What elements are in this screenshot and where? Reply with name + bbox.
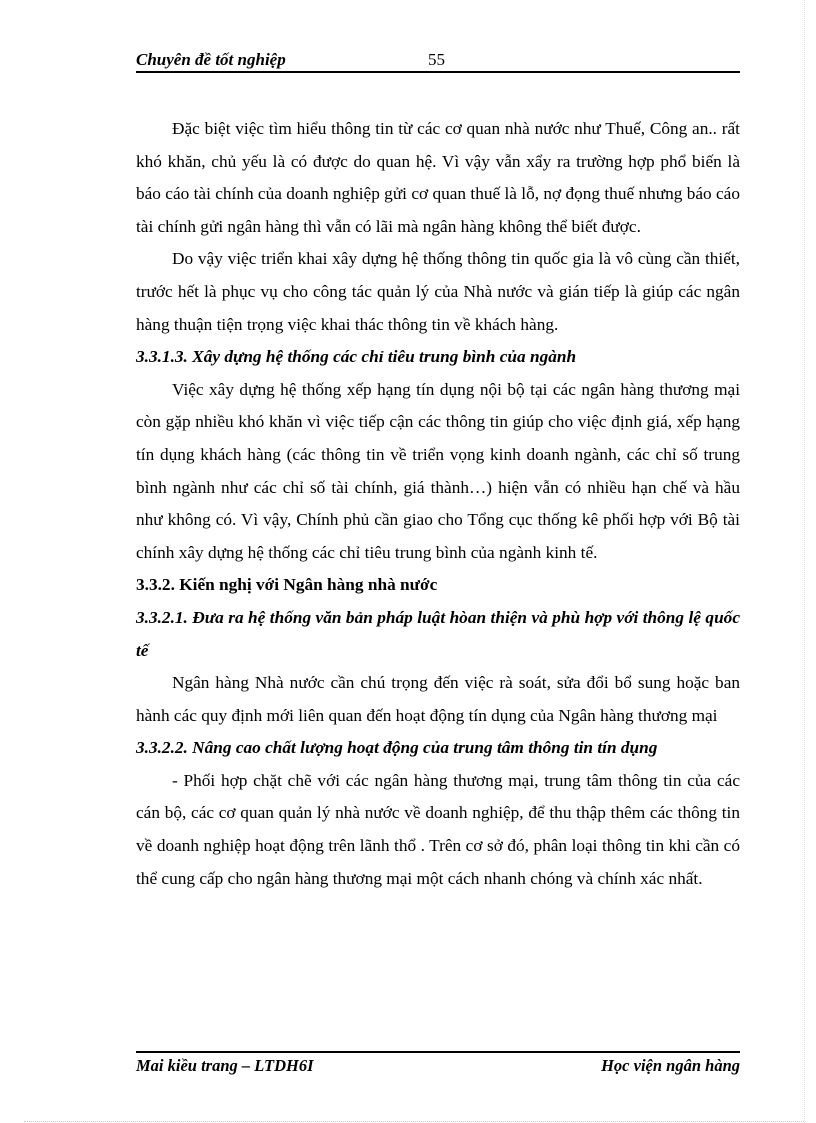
paragraph-1: Đặc biệt việc tìm hiểu thông tin từ các cơ quan nhà nước như Thuế, Công an.. rất khó khăn, chủ yếu là có được do quan hệ. Vì vậy vẫn xẩy ra trường hợp phổ biến là báo cáo tài chính của doanh nghiệp gửi cơ quan thuế là lỗ, nợ đọng thuế nhưng báo cáo tài chính gửi ngân hàng thì vẫn có lãi mà ngân hàng không thể biết được. [136, 119, 740, 236]
page-edge-dotted [24, 1121, 804, 1122]
heading-3-3-2: 3.3.2. Kiến nghị với Ngân hàng nhà nước [136, 575, 438, 595]
page-header [136, 50, 740, 72]
paragraph-5: - Phối hợp chặt chẽ với các ngân hàng thương mại, trung tâm thông tin của các cán bộ, các cơ quan quản lý nhà nước về doanh nghiệp, để thu thập thêm các thông tin về doanh nghiệp hoạt động trên lãnh thổ . Trên cơ sở đó, phân loại thông tin khi cần có thể cung cấp cho ngân hàng thương mại một cách nhanh chóng và chính xác nhất. [136, 770, 740, 888]
document-body [136, 113, 740, 895]
footer-rule [136, 1051, 740, 1053]
paragraph-4: Ngân hàng Nhà nước cần chú trọng đến việc rà soát, sửa đổi bổ sung hoặc ban hành các quy định mới liên quan đến hoạt động tín dụng của Ngân hàng thương mại [136, 673, 740, 725]
paragraph-2: Do vậy việc triển khai xây dựng hệ thống thông tin quốc gia là vô cùng cần thiết, trước hết là phục vụ cho công tác quản lý của Nhà nước và gián tiếp là giúp các ngân hàng thuận tiện trọng việc khai thác thông tin về khách hàng. [136, 249, 740, 334]
heading-3-3-2-2: 3.3.2.2. Nâng cao chất lượng hoạt động của trung tâm thông tin tín dụng [136, 738, 658, 758]
heading-3-3-1-3: 3.3.1.3. Xây dựng hệ thống các chỉ tiêu trung bình của ngành [136, 347, 577, 367]
footer-author: Mai kiều trang – LTDH6I [136, 1056, 314, 1075]
paragraph-3: Việc xây dựng hệ thống xếp hạng tín dụng nội bộ tại các ngân hàng thương mại còn gặp nhiều khó khăn vì việc tiếp cận các thông tin giúp cho việc định giá, xếp hạng tín dụng khách hàng (các thông tin về triển vọng kinh doanh ngành, các chỉ số trung bình ngành như các chỉ số tài chính, giá thành…) hiện vẫn có nhiều hạn chế và hầu như không có. Vì vậy, Chính phủ cần giao cho Tổng cục thống kê phối hợp với Bộ tài chính xây dựng hệ thống các chỉ tiêu trung bình của ngành kinh tế. [136, 379, 740, 562]
page-side-dotted [804, 0, 805, 1123]
header-title: Chuyên đề tốt nghiệp [136, 50, 286, 69]
header-rule [136, 71, 740, 73]
page-footer [136, 1056, 740, 1078]
heading-3-3-2-1: 3.3.2.1. Đưa ra hệ thống văn bản pháp luật hòan thiện và phù hợp với thông lệ quốc tế [136, 607, 740, 660]
page-number: 55 [428, 50, 445, 69]
footer-institution: Học viện ngân hàng [601, 1056, 740, 1075]
